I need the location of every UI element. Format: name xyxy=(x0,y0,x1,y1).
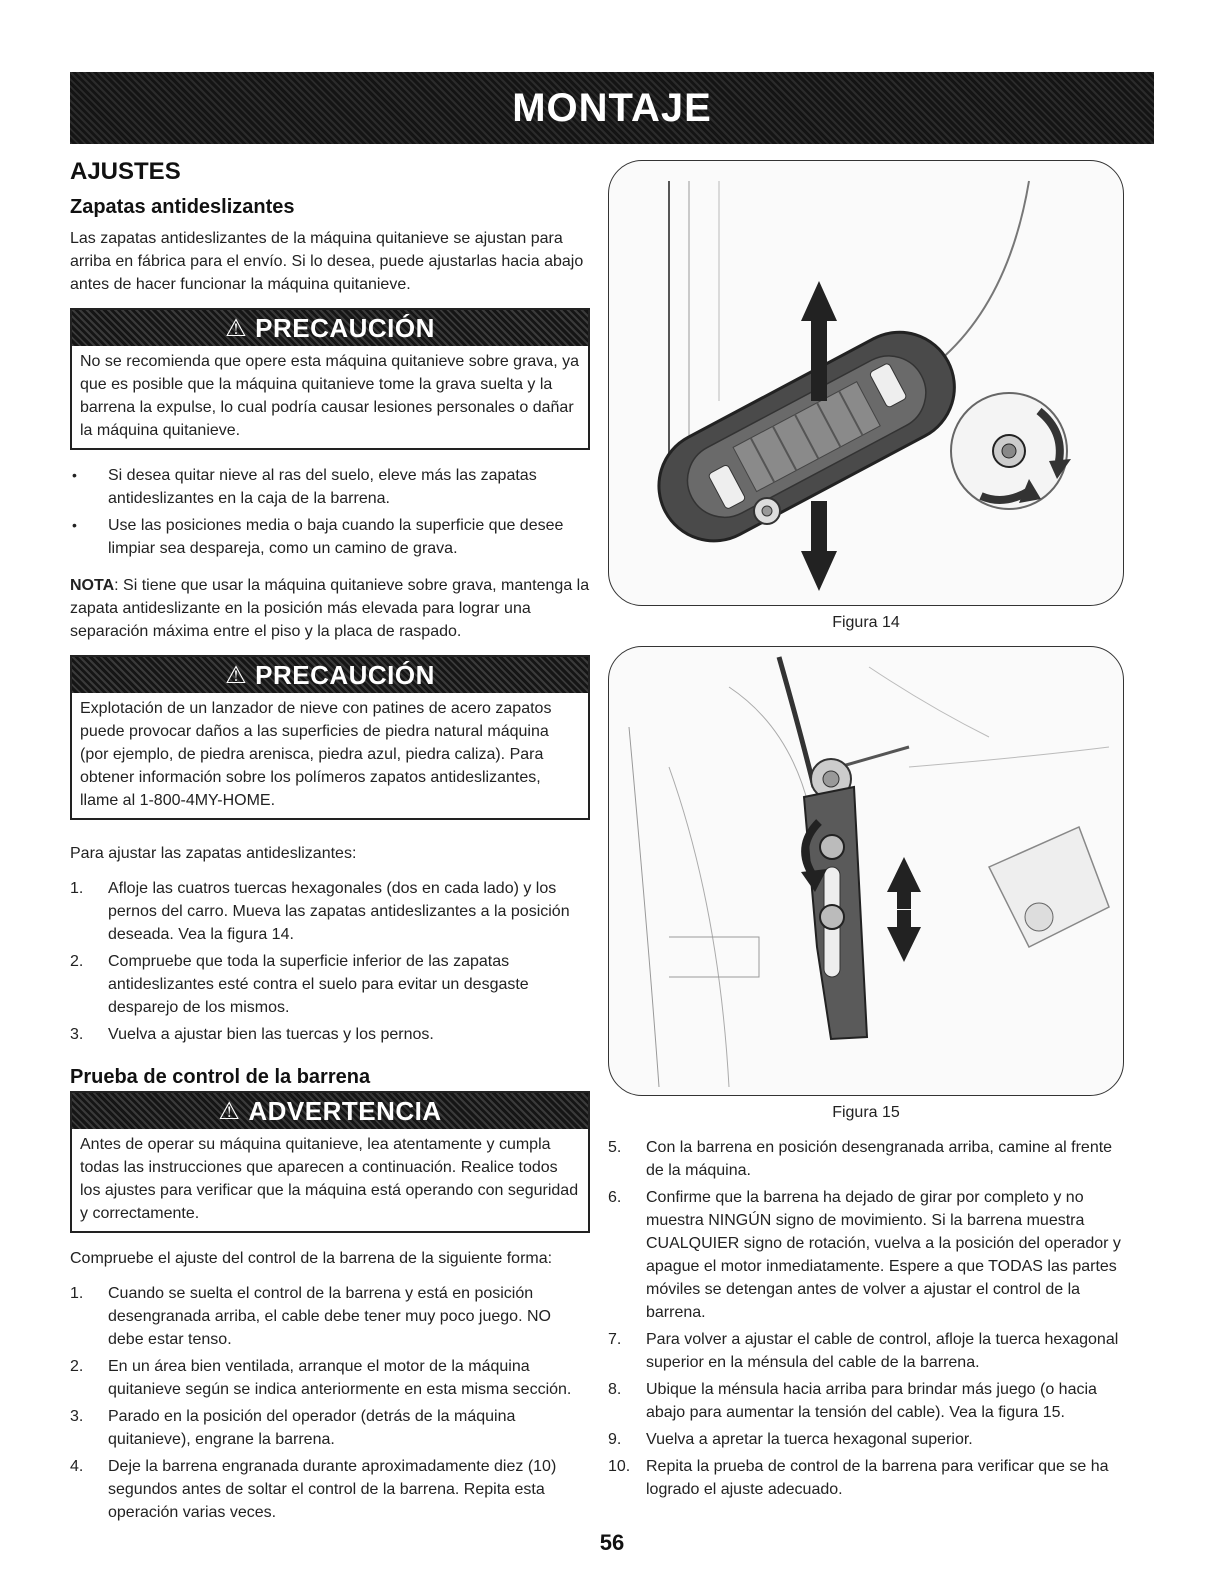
step-item: 1. Afloje las cuatros tuercas hexagonales (dos en cada lado) y los pernos del carro. Mueva las zapatas antideslizantes a la posición deseada. Vea la figura 14. xyxy=(70,880,570,943)
step-item: 2. En un área bien ventilada, arranque el motor de la máquina quitanieve según se indica anteriormente en esta misma sección. xyxy=(70,1358,572,1398)
skid-shoe-illustration xyxy=(609,161,1124,605)
warning-header xyxy=(72,1093,588,1129)
check-intro: Compruebe el ajuste del control de la barrena de la siguiente forma: xyxy=(70,1250,553,1267)
warning-triangle-icon: ⚠ xyxy=(218,1097,241,1125)
right-column xyxy=(608,160,1124,1515)
intro-paragraph: Las zapatas antideslizantes de la máquina quitanieve se ajustan para arriba en fábrica para el envío. Si lo desea, puede ajustarlas hacia abajo antes de hacer funcionar la máquina quitanieve. xyxy=(70,230,584,293)
page-banner xyxy=(70,72,1154,144)
figure-14-caption: Figura 14 xyxy=(832,614,900,631)
auger-cable-illustration xyxy=(609,647,1124,1095)
bullet-item: • Use las posiciones media o baja cuando la superficie que desee limpiar sea despareja, como un camino de grava. xyxy=(70,514,590,560)
warning-text: Antes de operar su máquina quitanieve, lea atentamente y cumpla todas las instrucciones que aparecen a continuación. Realice todos los ajustes para verificar que la máquina está operando con seguridad y correctamente. xyxy=(80,1136,579,1222)
check-steps-list xyxy=(70,1282,590,1524)
banner-title: MONTAJE xyxy=(512,85,712,130)
bullet-item: • Si desea quitar nieve al ras del suelo, eleve más las zapatas antideslizantes en la caja de la barrena. xyxy=(70,464,590,510)
caution-header xyxy=(72,310,588,346)
right-steps-list xyxy=(608,1136,1124,1501)
step-item: 5. Con la barrena en posición desengranada arriba, camine al frente de la máquina. xyxy=(608,1139,1113,1179)
left-column xyxy=(70,158,590,1538)
warning-box xyxy=(70,1091,590,1233)
step-item: 1. Cuando se suelta el control de la barrena y está en posición desengranada arriba, el cable debe tener muy poco juego. NO debe estar tenso. xyxy=(70,1285,551,1348)
caution-text: No se recomienda que opere esta máquina quitanieve sobre grava, ya que es posible que la máquina quitanieve tome la grava suelta y la barrena la expulse, lo cual podría causar lesiones personales o dañar la máquina quitanieve. xyxy=(80,353,579,439)
warning-triangle-icon: ⚠ xyxy=(225,314,248,342)
figure-14 xyxy=(608,160,1124,606)
caution-text: Explotación de un lanzador de nieve con patines de acero zapatos puede provocar daños a las superficies de piedra natural máquina (por ejemplo, de piedra arenisca, piedra azul, piedra caliza). Para obtener información sobre los polímeros zapatos antideslizantes, llame al 1-800-4MY-HOME. xyxy=(80,700,552,809)
step-item: 2. Compruebe que toda la superficie inferior de las zapatas antideslizantes esté contra el suelo para evitar un desgaste desparejo de los mismos. xyxy=(70,953,529,1016)
caution-box-steel-shoes xyxy=(70,655,590,820)
warning-title: ADVERTENCIA xyxy=(248,1095,442,1126)
step-item: 4. Deje la barrena engranada durante aproximadamente diez (10) segundos antes de soltar el control de la barrena. Repita esta operación varias veces. xyxy=(70,1458,557,1521)
caution-title: PRECAUCIÓN xyxy=(255,312,435,343)
step-item: 8. Ubique la ménsula hacia arriba para brindar más juego (o hacia abajo para aumentar la tensión del cable). Vea la figura 15. xyxy=(608,1381,1097,1421)
caution-box-gravel xyxy=(70,308,590,450)
adjust-steps-list xyxy=(70,877,590,1046)
bullet-list xyxy=(70,464,590,560)
note-label: NOTA xyxy=(70,577,115,594)
caution-header xyxy=(72,657,588,693)
subsection-title-auger-test: Prueba de control de la barrena xyxy=(70,1066,371,1088)
figure-15-caption: Figura 15 xyxy=(832,1104,900,1121)
section-title: AJUSTES xyxy=(70,158,181,185)
page-number: 56 xyxy=(599,1530,625,1555)
adjust-intro: Para ajustar las zapatas antideslizantes: xyxy=(70,845,357,862)
step-item: 3. Vuelva a ajustar bien las tuercas y los pernos. xyxy=(70,1026,434,1043)
step-item: 10. Repita la prueba de control de la barrena para verificar que se ha logrado el ajuste adecuado. xyxy=(608,1458,1109,1498)
figure-15 xyxy=(608,646,1124,1096)
warning-triangle-icon: ⚠ xyxy=(225,661,248,689)
step-item: 7. Para volver a ajustar el cable de control, afloje la tuerca hexagonal superior en la ménsula del cable de la barrena. xyxy=(608,1331,1119,1371)
step-item: 6. Confirme que la barrena ha dejado de girar por completo y no muestra NINGÚN signo de movimiento. Si la barrena muestra CUALQUIER signo de rotación, vuelva a la posición del operador y apague el motor inmediatamente. Espere a que TODAS las partes móviles se detengan antes de volver a ajustar el control de la barrena. xyxy=(608,1189,1121,1321)
note-paragraph xyxy=(70,574,590,643)
step-item: 9. Vuelva a apretar la tuerca hexagonal superior. xyxy=(608,1431,973,1448)
note-text: : Si tiene que usar la máquina quitanieve sobre grava, mantenga la zapata antideslizante en la posición más elevada para lograr una separación máxima entre el piso y la placa de raspado. xyxy=(70,577,590,640)
caution-title: PRECAUCIÓN xyxy=(255,659,435,690)
subsection-title-skid-shoes: Zapatas antideslizantes xyxy=(70,196,295,218)
step-item: 3. Parado en la posición del operador (detrás de la máquina quitanieve), engrane la barrena. xyxy=(70,1408,516,1448)
